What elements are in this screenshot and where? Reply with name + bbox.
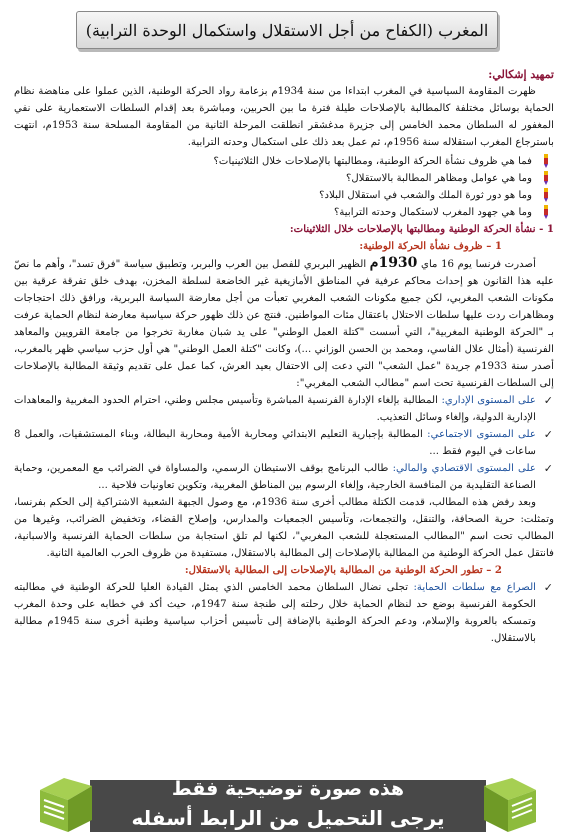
paragraph-text: أصدرت فرنسا يوم 16 ماي: [417, 259, 536, 270]
pencil-icon: [540, 188, 552, 202]
intro-paragraph: ظهرت المقاومة السياسية في المغرب ابتداءا من سنة 1934م بزعامة رواد الحركة الوطنية، الذين عملوا على مناهضة نظام الحماية بوسائل مختلفة كالمطالبة بالإصلاحات طيلة فترة ما بين الحربين، ومباشرة بعد إقدام السلطات الاستعمارية على نفي المغفور له السلطان محمد الخامس إلى جزيرة مدغشقر انطلقت المرحلة الثانية من المقاومة المسلحة سنة 1953م، انتهت باسترجاع المغرب استقلاله سنة 1956م، ثم عمل بعد ذلك على استكمال وحدته الترابية.: [14, 86, 554, 148]
item-text: المطالبة بإجبارية التعليم الابتدائي ومحاربة الأمية ومحاربة البطالة، وبناء المستشفيات، والعمل 8 ساعات في اليوم فقط ...: [14, 429, 536, 457]
questions-list: [14, 153, 554, 221]
pencil-icon: [540, 171, 552, 185]
checkmark-icon: ✓: [543, 462, 553, 475]
item-label: على المستوى الاقتصادي والمالي:: [392, 463, 537, 474]
pencil-icon: [540, 205, 552, 219]
item-label: على المستوى الاجتماعي:: [427, 429, 536, 440]
document-body: [14, 66, 554, 647]
question-text: وما هي جهود المغرب لاستكمال وحدته الترابية؟: [333, 207, 532, 218]
checkmark-icon: ✓: [543, 394, 553, 407]
item-label: على المستوى الإداري:: [441, 395, 536, 406]
question-text: وما هي عوامل ومظاهر المطالبة بالاستقلال؟: [345, 173, 532, 184]
question-item: [14, 204, 554, 221]
item-text: المطالبة بإلغاء الإدارة الفرنسية المباشرة وتأسيس مجلس وطني، احترام الحدود المغربية والمعاهدات الإدارية الدولية، وإلغاء وسائل التعذيب.: [14, 395, 536, 423]
list-item: [14, 392, 554, 426]
paragraph-text: الظهير البربري للفصل بين العرب والبربر، وتطبيق سياسة "فرق تسد"، وأهم ما نصّ عليه هذا القانون هو إحداث محاكم عرفية في المناطق الأمازيغية غير الخاضعة لسلطة المخزن، بهدف خلق تفرقة عرقية بين مكونات الشعب المغربي، لكن جميع مكونات الشعب المغربي تعبأت من أجل معارضة السياسة البربرية، ورافق ذلك احتجاجات ومظاهرات ردت عليها سلطات الاحتلال باعتقال مئات المواطنين. فنتج عن ذلك ظهور حركة سياسية معارضة لنظام الحماية عرفت بـ "الحركة الوطنية المغربية"، التي أسست "كتلة العمل الوطني" على يد شبان مغاربة تخرجوا من جامعة القرويين والمعاهد الفرنسية (أمثال علال الفاسي، ومحمد بن الحسن الوزاني ...)، وكانت "كتلة العمل الوطني" هي أول حزب سياسي ظهر بالمغرب، أصدر سنة 1933م جريدة "عمل الشعب" التي دعت إلى الاحتفال بعيد العرش، كما عمل على تقديم وثيقة المطالبة بالإصلاحات إلى السلطات الفرنسية تحت اسم "مطالب الشعب المغربي":: [14, 259, 555, 389]
watermark-banner: [0, 776, 576, 836]
list-item: [14, 579, 554, 647]
item-label: الصراع مع سلطات الحماية:: [413, 582, 537, 593]
subsection-heading: 1 – ظروف نشأة الحركة الوطنية:: [359, 240, 502, 252]
subsection-heading: 2 – تطور الحركة الوطنية من المطالبة بالإصلاحات إلى المطالبة بالاستقلال:: [184, 564, 502, 576]
list-item: [14, 460, 554, 494]
intro-heading: تمهيد إشكالي:: [488, 68, 554, 81]
checkmark-icon: ✓: [543, 581, 553, 594]
item-text: تجلى نضال السلطان محمد الخامس الذي يمثل القيادة العليا للحركة الوطنية في مطالبته الحكومة الفرنسية بوضع حد لنظام الحماية خلال رحلته إلى طنجة سنة 1947م، حيث أكد في خطابه على وحدة المغرب وتمسكه بالعروبة والإسلام، ودعم الحركة الوطنية بالإضافة إلى تأسيس أحزاب سياسية وطنية أخرى سنة 1945م مطالبة بالاستقلال.: [14, 582, 537, 644]
page-title: المغرب (الكفاح من أجل الاستقلال واستكمال الوحدة الترابية): [76, 11, 498, 49]
body-paragraph: [14, 255, 554, 392]
body-paragraph: وبعد رفض هذه المطالب، قدمت الكتلة مطالب أخرى سنة 1936م، مع وصول الجبهة الشعبية الاشتراكية إلى الحكم بفرنسا، وتمثلت: حرية الصحافة، والتنقل، والتجمعات، وتأسيس الجمعيات والمدارس، وإصلاح القضاء، وتخفيض الضرائب، وغيرها من المطالب تحت اسم "المطالب المستعجلة للشعب المغربي"، لكنها لم تلق استجابة من سلطات الحماية الفرنسية والاسبانية، فانتقل عمل الحركة الوطنية من المطالبة بالإصلاحات إلى المطالبة بالاستقلال، مستفيدة من ظروف الحرب العالمية الثانية.: [14, 497, 554, 559]
question-item: [14, 170, 554, 187]
question-item: [14, 153, 554, 170]
year-highlight: 1930م: [369, 255, 418, 271]
banner-line-2: يرجى التحميل من الرابط أسفله: [131, 806, 445, 830]
section-heading: 1 - نشأة الحركة الوطنية ومطالبتها بالإصلاحات خلال الثلاثينات:: [289, 223, 554, 235]
question-item: [14, 187, 554, 204]
checkmark-icon: ✓: [543, 428, 553, 441]
question-text: وما هو دور ثورة الملك والشعب في استقلال البلاد؟: [319, 190, 532, 201]
pencil-icon: [540, 154, 552, 168]
banner-line-1: هذه صورة توضيحية فقط: [171, 778, 405, 800]
question-text: فما هي ظروف نشأة الحركة الوطنية، ومطالبتها بالإصلاحات خلال الثلاثينيات؟: [213, 156, 532, 167]
list-item: [14, 426, 554, 460]
item-text: طالب البرنامج بوقف الاستيطان الرسمي، والمساواة في الضرائب مع المعمرين، وحماية الصناعة التقليدية من المنافسة الخارجية، وإلغاء الرسوم بين المناطق المغربية، وتكوين تعاونيات فلاحية ...: [14, 463, 536, 491]
